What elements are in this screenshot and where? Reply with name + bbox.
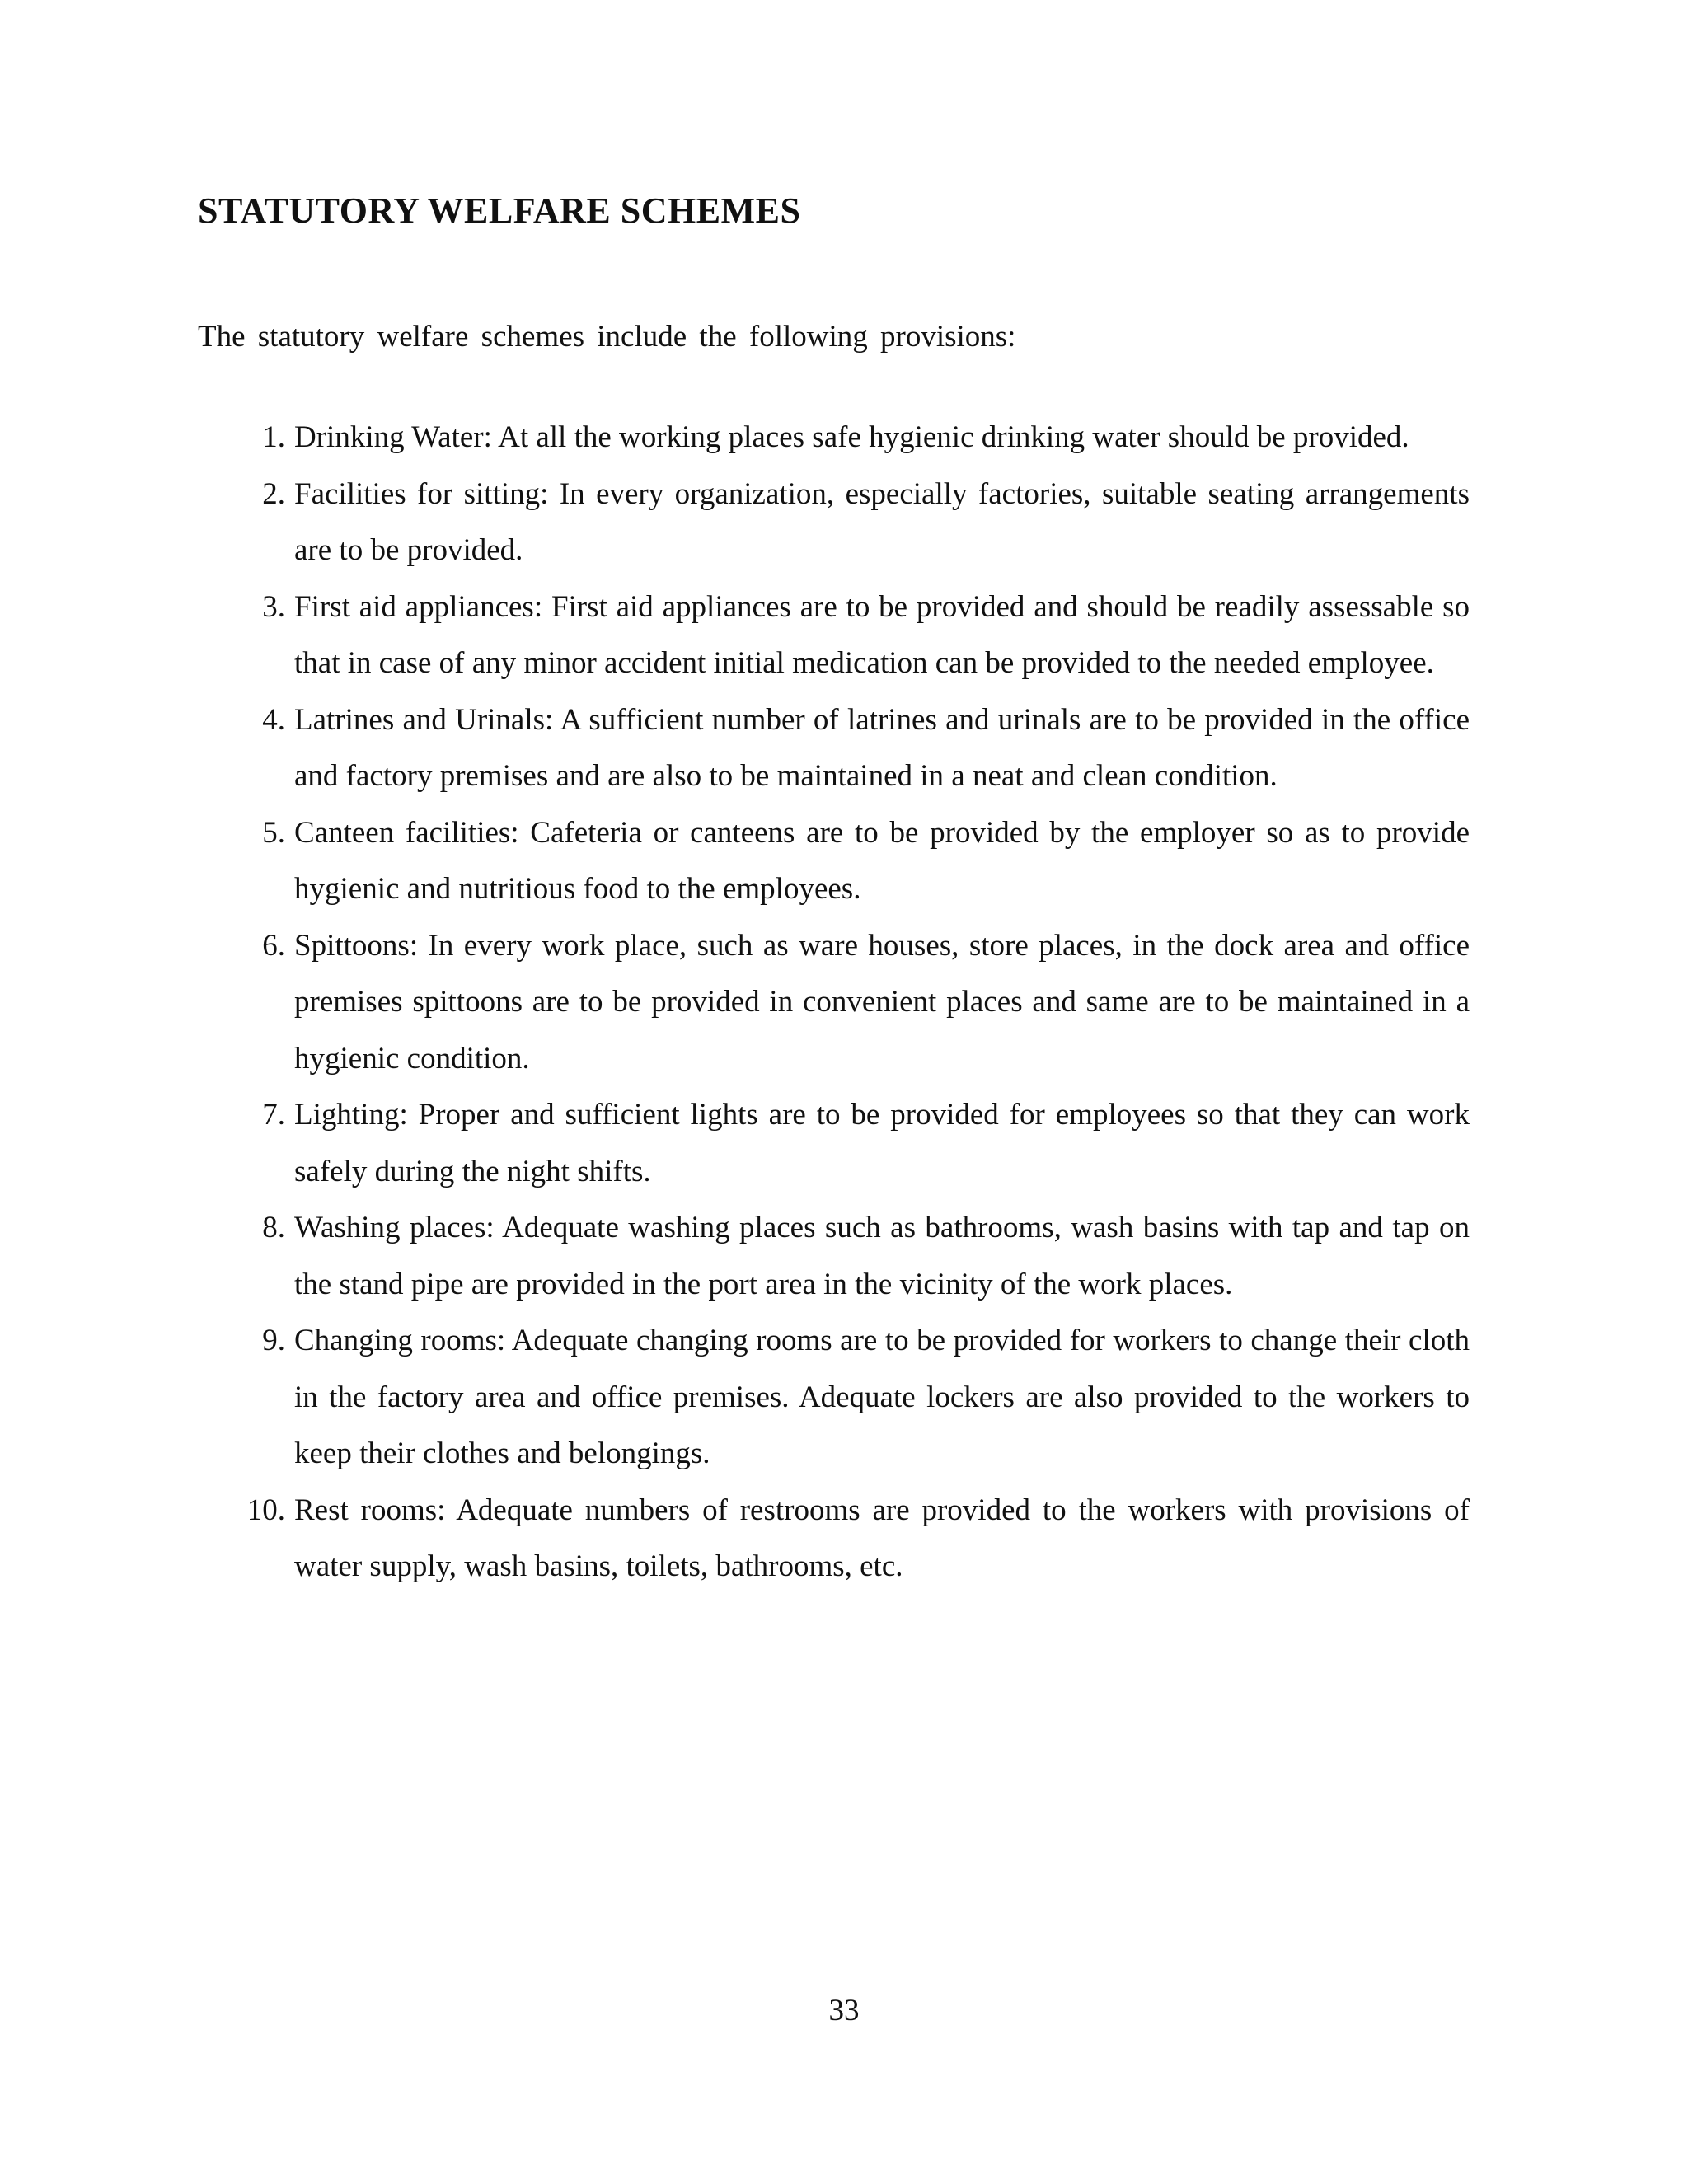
provision-text: Cafeteria or canteens are to be provided by the employer so as to provide hygienic and nutritious food to the employees. (294, 815, 1470, 906)
provision-number: 9. (262, 1324, 285, 1357)
provision-heading: First aid appliances: (294, 589, 543, 624)
provision-text: Adequate numbers of restrooms are provided to the workers with provisions of water supply, wash basins, toilets, bathrooms, etc. (294, 1493, 1470, 1583)
provision-item (247, 805, 1470, 918)
provision-heading: Canteen facilities: (294, 815, 519, 850)
provision-item (247, 1087, 1470, 1200)
provision-number: 2. (262, 476, 285, 511)
provision-heading: Changing rooms: (294, 1324, 506, 1357)
provision-heading: Spittoons: (294, 928, 419, 963)
page-title: STATUTORY WELFARE SCHEMES (198, 190, 801, 231)
provision-text: At all the working places safe hygienic drinking water should be provided. (498, 420, 1409, 454)
provision-number: 10. (246, 1493, 285, 1527)
provision-heading: Drinking Water: (294, 420, 492, 454)
provision-number: 7. (262, 1098, 285, 1132)
page-number: 33 (828, 1994, 860, 2027)
provision-text: Adequate washing places such as bathrooms, wash basins with tap and tap on the stand pipe are provided in the port area in the vicinity of the work places. (294, 1211, 1470, 1301)
provision-item (247, 579, 1470, 692)
provision-text: A sufficient number of latrines and urinals are to be provided in the office and factory premises and are also to be maintained in a neat and clean condition. (294, 702, 1470, 793)
provision-item (247, 1483, 1470, 1596)
provision-heading: Lighting: (294, 1098, 408, 1132)
provision-heading: Rest rooms: (294, 1493, 446, 1527)
provision-item (247, 918, 1470, 1088)
provision-item (247, 466, 1470, 579)
provision-number: 5. (262, 815, 285, 850)
intro-paragraph: The statutory welfare schemes include the following provisions: (198, 320, 1016, 354)
provision-number: 6. (262, 928, 285, 963)
provision-text: Adequate changing rooms are to be provided for workers to change their cloth in the factory area and office premises. Adequate lockers are also provided to the workers to keep their clothes and belongings. (294, 1324, 1470, 1470)
provision-heading: Latrines and Urinals: (294, 702, 554, 737)
provision-item (247, 1200, 1470, 1313)
provision-text: First aid appliances are to be provided and should be readily assessable so that in case of any minor accident initial medication can be provided to the needed employee. (294, 589, 1470, 680)
provision-text: Proper and sufficient lights are to be provided for employees so that they can work safely during the night shifts. (294, 1098, 1470, 1188)
provision-text: In every work place, such as ware houses, store places, in the dock area and office premises spittoons are to be provided in convenient places and same are to be maintained in a hygienic condition. (294, 928, 1470, 1076)
provision-heading: Washing places: (294, 1211, 495, 1244)
provision-text: In every organization, especially factories, suitable seating arrangements are to be provided. (294, 476, 1470, 567)
provisions-list (247, 410, 1470, 1596)
provision-number: 8. (262, 1211, 285, 1244)
provision-item (247, 410, 1470, 466)
provision-number: 3. (262, 589, 285, 624)
provision-number: 4. (262, 702, 285, 737)
provision-number: 1. (262, 420, 285, 454)
provision-item (247, 1313, 1470, 1483)
provision-heading: Facilities for sitting: (294, 476, 549, 511)
provision-item (247, 692, 1470, 805)
